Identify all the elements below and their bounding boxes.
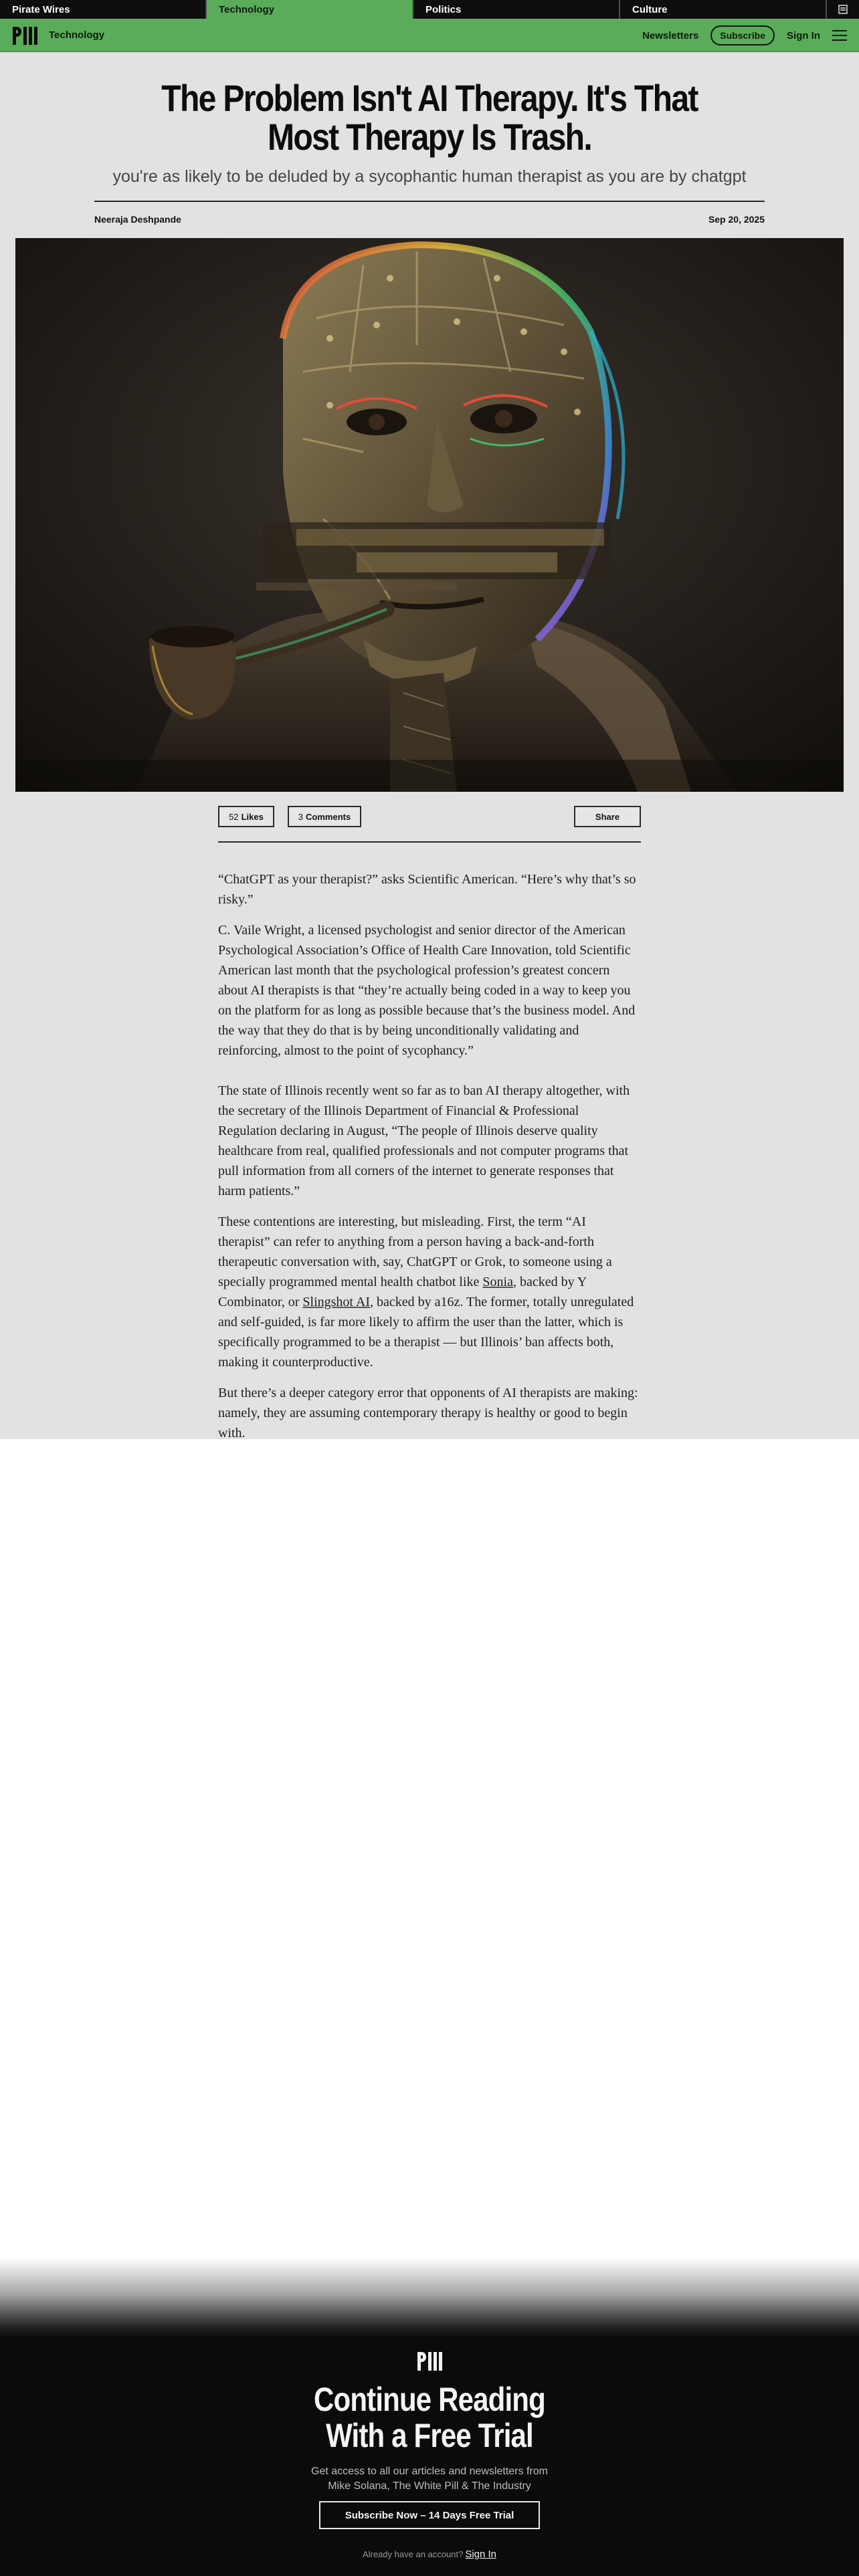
likes-button[interactable] [218,806,274,827]
signin-prompt-text: Already have an account? [362,2549,464,2559]
article-subtitle: you're as likely to be deluded by a sycophantic human therapist as you are by chatgpt [112,167,747,186]
slingshot-link[interactable]: Slingshot AI [302,1295,370,1309]
signin-prompt [229,2549,630,2560]
hero-image [15,238,844,792]
paragraph: C. Vaile Wright, a licensed psychologist and senior director of the American Psychological Association’s Office of Health Care Innovation, told Scientific American last month that the psychological profession’s greatest concern about AI therapists is that “they’re actually being coded in a way to keep you on the platform for as long as possible because that’s the business model. And the way that they do that is by being unconditionally validating and reinforcing, almost to the point of sycophancy.” [218,923,636,1058]
comments-count: 3 [298,811,304,822]
paywall-description [229,2464,630,2494]
paywall-title-line: With a Free Trial [326,2417,533,2454]
paywall-desc-line: Mike Solana, The White Pill & The Industry [328,2480,531,2492]
paywall-fade [0,2258,859,2338]
article-body [218,869,641,1454]
paywall-sign-in-link[interactable]: Sign In [465,2549,497,2560]
menu-icon[interactable] [832,30,847,41]
paywall-title-line: Continue Reading [314,2381,545,2418]
tab-politics[interactable]: Politics [413,0,620,19]
share-button[interactable]: Share [574,806,641,827]
author-name[interactable]: Neeraja Deshpande [94,214,181,225]
pirate-wires-logo[interactable] [13,27,37,45]
tab-technology[interactable]: Technology [207,0,413,19]
bookmark-icon [838,5,848,14]
article-title: The Problem Isn't AI Therapy. It's That Most Therapy Is Trash. [161,77,698,158]
paywall-desc-line: Get access to all our articles and newsletters from [311,2466,548,2477]
likes-label: Likes [241,811,264,822]
tab-culture[interactable]: Culture [620,0,827,19]
paragraph-text: These contentions are interesting, but misleading. First, the term “AI therapist” can refer to anything from a person having a back-and-forth therapeutic conversation with, say, ChatGPT or Grok, to someone using a specially programmed mental health chatbot like [218,1214,612,1289]
bookmark-button[interactable] [827,0,859,19]
article-actions [218,806,641,829]
comments-label: Comments [306,811,351,822]
site-header [0,19,859,52]
paragraph [218,1212,641,1372]
divider [218,841,641,843]
paragraph-text: , backed by Y Combinator, or [218,1275,587,1309]
comments-button[interactable] [288,806,361,827]
sign-in-link[interactable]: Sign In [787,29,820,41]
section-nav [0,0,859,19]
newsletters-link[interactable]: Newsletters [642,29,699,41]
free-trial-button[interactable]: Subscribe Now – 14 Days Free Trial [319,2501,540,2529]
paragraph: The state of Illinois recently went so far as to ban AI therapy altogether, with the secretary of the Illinois Department of Financial & Professional Regulation declaring in August, “The people of Illinois deserve quality healthcare from real, qualified professionals and not computer programs that pull information from all corners of the internet to generate responses that harm patients.” [218,1083,630,1198]
article [0,52,859,1439]
divider [94,201,765,202]
likes-count: 52 [229,811,239,822]
paragraph-text: , backed by a16z. The former, totally unregulated and self-guided, is far more likely to affirm the user than the latter, which is specifically programmed to be a therapist — but Illinois’ ban affects both, making it counterproductive. [218,1295,634,1370]
paragraph: “ChatGPT as your therapist?” asks Scientific American. “Here’s why that’s so risky.” [218,872,636,907]
tab-pirate-wires[interactable]: Pirate Wires [0,0,207,19]
sonia-link[interactable]: Sonia [482,1275,513,1289]
paywall-title [205,2381,654,2454]
paywall [0,2337,859,2576]
subscribe-button[interactable]: Subscribe [710,25,775,45]
paragraph: But there’s a deeper category error that opponents of AI therapists are making: namely, they are assuming contemporary therapy is healthy or good to begin with. [218,1386,638,1440]
section-title[interactable]: Technology [49,29,105,41]
pirate-wires-logo [417,2352,442,2371]
publish-date: Sep 20, 2025 [708,214,765,225]
